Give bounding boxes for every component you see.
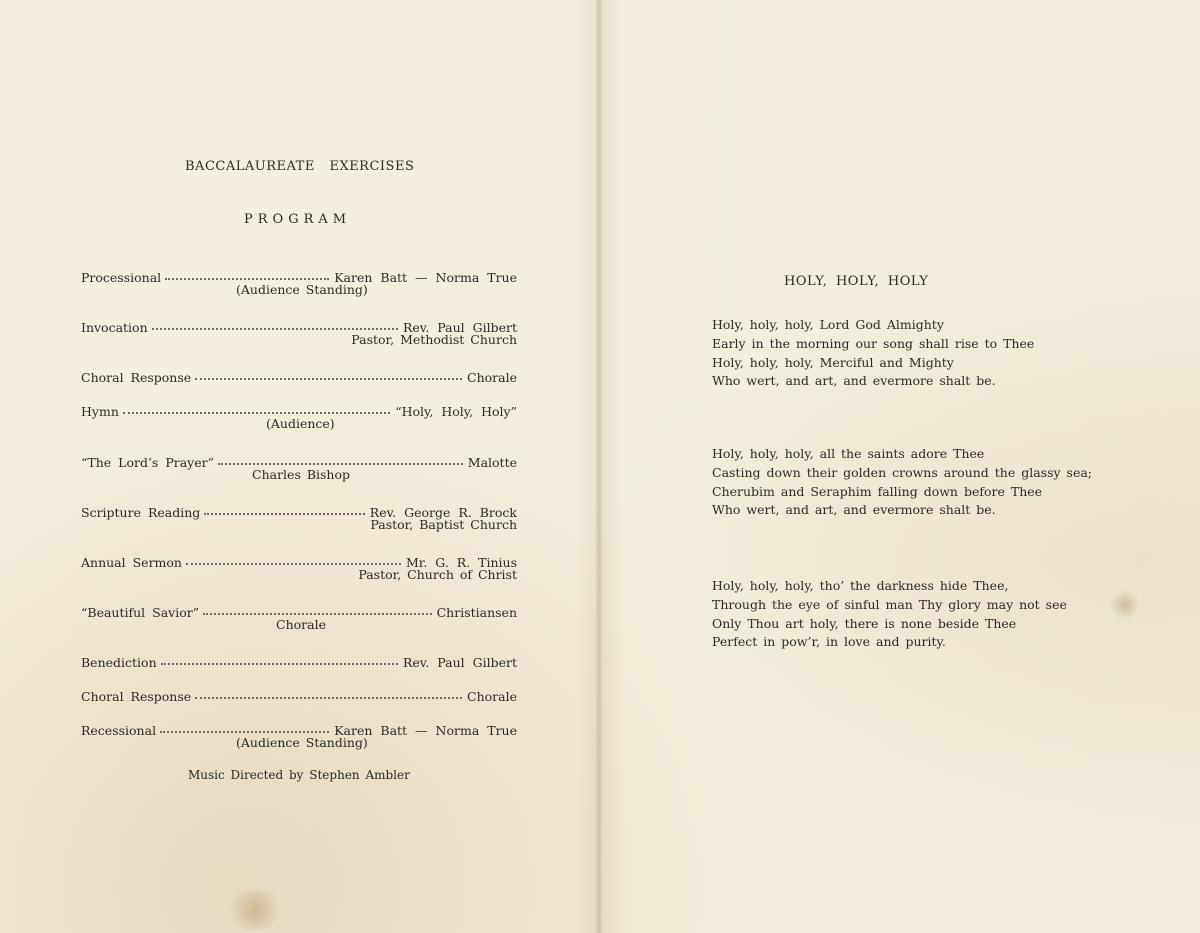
item-label: Choral Response — [81, 370, 192, 385]
left-page — [0, 0, 598, 933]
hymn-title: HOLY, HOLY, HOLY — [784, 274, 929, 289]
program-item — [81, 651, 517, 670]
music-director-note: Music Directed by Stephen Ambler — [188, 768, 410, 782]
item-label: Benediction — [81, 655, 157, 670]
leader-dots — [195, 364, 462, 380]
program-item — [81, 685, 517, 704]
verse-line: Who wert, and art, and evermore shalt be. — [712, 502, 996, 518]
item-note: (Audience Standing) — [236, 735, 368, 750]
program-item — [81, 719, 517, 738]
verse-line: Early in the morning our song shall rise to Thee — [712, 335, 1035, 351]
program-item — [81, 451, 517, 470]
item-performer: Karen Batt — Norma True — [334, 723, 517, 738]
program-item — [81, 501, 517, 520]
verse-line: Casting down their golden crowns around the glassy sea; — [712, 464, 1093, 480]
page-title: BACCALAUREATE EXERCISES — [185, 159, 415, 174]
item-label: Hymn — [81, 404, 119, 419]
item-note: Charles Bishop — [252, 467, 351, 482]
leader-dots — [195, 683, 462, 699]
item-label: “The Lord’s Prayer” — [81, 455, 214, 470]
leader-dots — [161, 649, 398, 665]
item-performer: Chorale — [467, 370, 517, 385]
verse-line: Holy, holy, holy, tho’ the darkness hide Thee, — [712, 578, 1009, 593]
program-item — [81, 551, 517, 570]
verse-line: Cherubim and Seraphim falling down before Thee — [712, 483, 1043, 499]
item-performer: “Holy, Holy, Holy” — [395, 404, 517, 419]
item-label: Scripture Reading — [81, 505, 201, 520]
leader-dots — [165, 264, 329, 280]
item-performer: Rev. George R. Brock — [369, 505, 517, 520]
verse-line: Holy, holy, holy, all the saints adore Thee — [712, 446, 985, 461]
program-item — [81, 601, 517, 620]
program-item — [81, 266, 517, 285]
item-note: Pastor, Baptist Church — [370, 517, 517, 532]
item-note: Chorale — [276, 617, 326, 632]
verse-line: Holy, holy, holy, Lord God Almighty — [712, 317, 944, 332]
verse-3 — [712, 577, 1067, 652]
item-performer: Karen Batt — Norma True — [334, 270, 517, 285]
program-heading: PROGRAM — [244, 212, 352, 227]
verse-line: Who wert, and art, and evermore shalt be. — [712, 373, 996, 389]
item-performer: Mr. G. R. Tinius — [405, 555, 517, 570]
item-label: Processional — [81, 270, 162, 285]
item-label: Annual Sermon — [81, 555, 182, 570]
item-note: Pastor, Methodist Church — [351, 332, 517, 347]
leader-dots — [218, 449, 463, 465]
program-item — [81, 316, 517, 335]
program-item — [81, 366, 517, 385]
item-performer: Rev. Paul Gilbert — [402, 655, 517, 670]
verse-1 — [712, 316, 1034, 391]
leader-dots — [160, 717, 329, 733]
verse-line: Holy, holy, holy, Merciful and Mighty — [712, 354, 954, 370]
item-performer: Chorale — [467, 689, 517, 704]
leader-dots — [186, 549, 401, 565]
program-item — [81, 400, 517, 419]
verse-line: Only Thou art holy, there is none beside Thee — [712, 615, 1017, 631]
item-performer: Malotte — [467, 455, 517, 470]
item-label: “Beautiful Savior” — [81, 605, 200, 620]
item-performer: Christiansen — [436, 605, 517, 620]
leader-dots — [123, 398, 390, 414]
item-note: (Audience Standing) — [236, 282, 368, 297]
verse-line: Through the eye of sinful man Thy glory may not see — [712, 596, 1067, 612]
item-performer: Rev. Paul Gilbert — [402, 320, 517, 335]
verse-line: Perfect in pow’r, in love and purity. — [712, 634, 946, 650]
item-note: (Audience) — [266, 416, 335, 431]
leader-dots — [204, 499, 365, 515]
verse-2 — [712, 445, 1092, 520]
item-label: Invocation — [81, 320, 148, 335]
leader-dots — [152, 314, 398, 330]
right-page — [602, 0, 1200, 933]
item-label: Recessional — [81, 723, 157, 738]
leader-dots — [203, 599, 431, 615]
item-note: Pastor, Church of Christ — [358, 567, 517, 582]
item-label: Choral Response — [81, 689, 192, 704]
